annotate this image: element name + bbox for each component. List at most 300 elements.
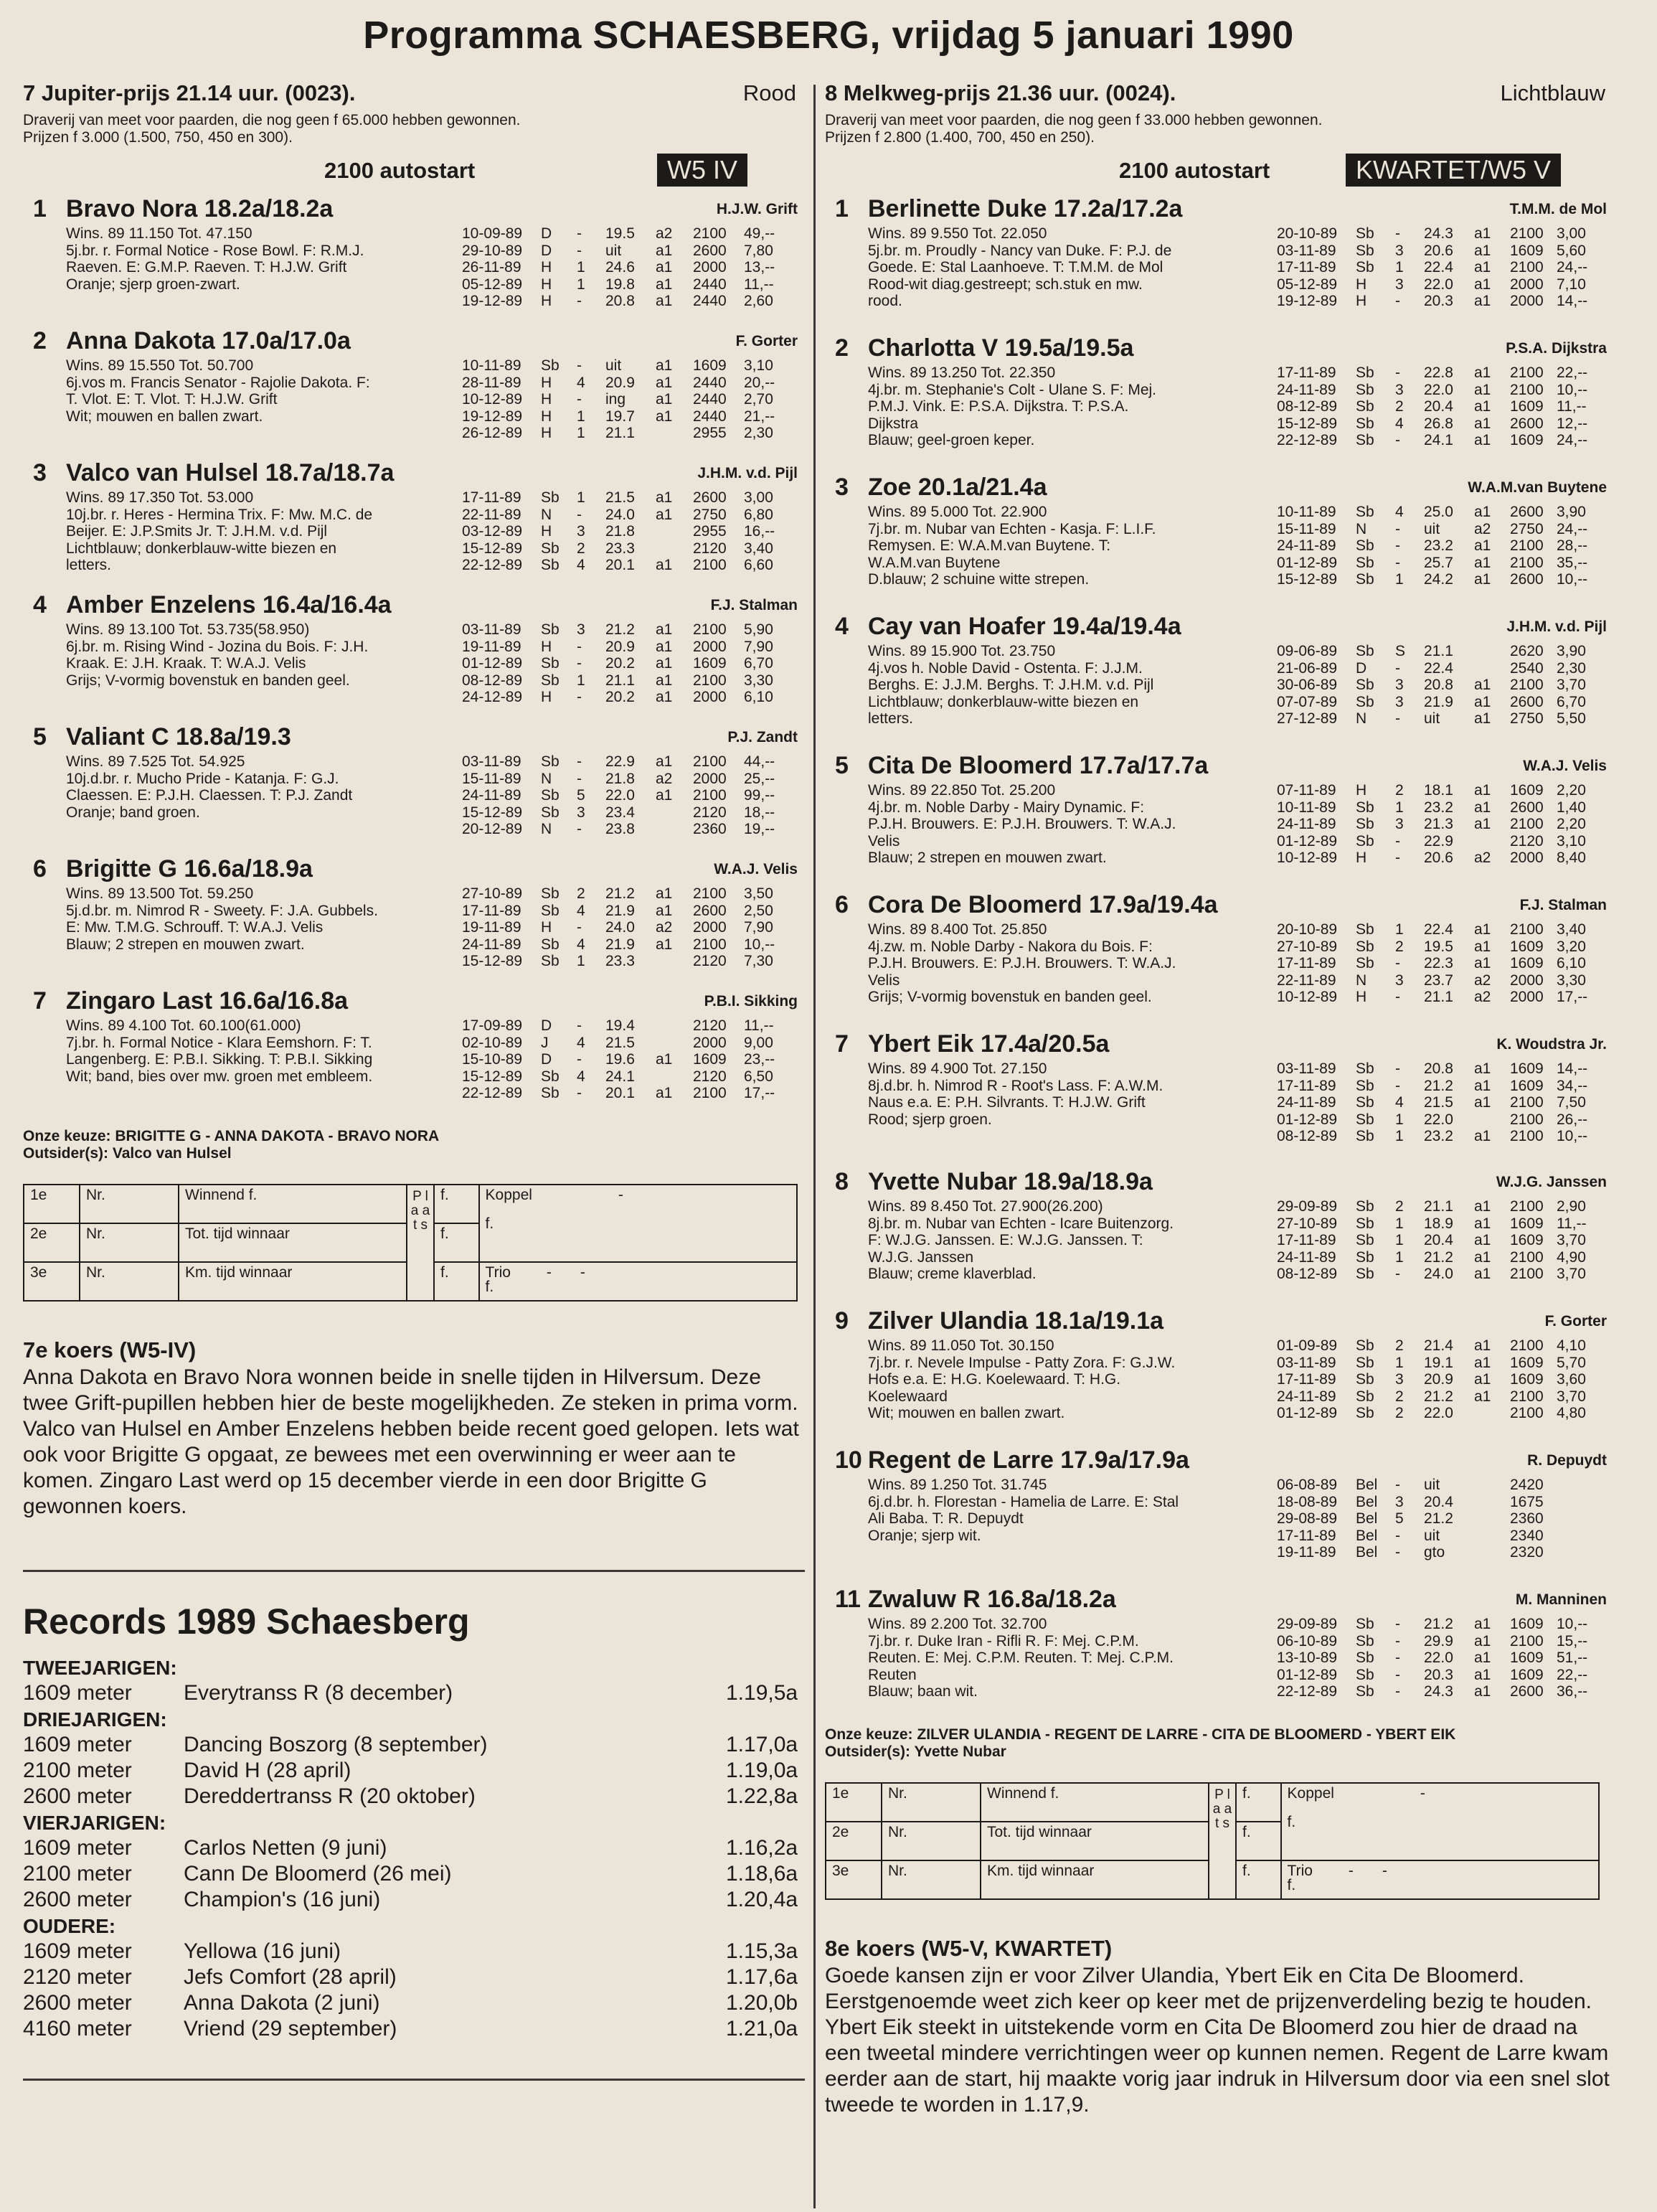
run-time: 26.8 — [1424, 415, 1453, 432]
run-time: 21.3 — [1424, 816, 1453, 833]
form-row — [1277, 1633, 1607, 1650]
horse-info-line: 7j.br. m. Nubar van Echten - Kasja. F: L.I.F. — [868, 520, 1156, 537]
bet-type-badge: W5 IV — [657, 154, 747, 187]
run-odds: 25,-- — [744, 770, 775, 787]
horse-info-line: Wins. 89 8.450 Tot. 27.900(26.200) — [868, 1198, 1103, 1215]
horse-name: Valiant C 18.8a/19.3 — [66, 723, 291, 750]
form-row — [1277, 1683, 1607, 1700]
form-row — [1277, 782, 1607, 799]
run-distance: 2750 — [1510, 710, 1544, 728]
run-time: 21.2 — [1424, 1510, 1453, 1528]
run-track: Sb — [1356, 1077, 1374, 1094]
form-row — [1277, 225, 1607, 243]
run-time: 23.2 — [1424, 799, 1453, 816]
horse-info — [66, 225, 364, 293]
run-distance: 2750 — [693, 506, 727, 523]
column-divider — [813, 85, 816, 2208]
run-time: 21.9 — [605, 936, 635, 953]
run-distance: 2100 — [693, 787, 727, 804]
horse-form — [1277, 1616, 1607, 1700]
run-odds: 3,00 — [1557, 225, 1586, 242]
run-date: 06-08-89 — [1277, 1477, 1338, 1493]
horse-info-line: Wins. 89 4.100 Tot. 60.100(61.000) — [66, 1017, 301, 1034]
run-odds: 14,-- — [1557, 1060, 1588, 1077]
run-track: Sb — [1356, 1371, 1374, 1388]
form-row — [1277, 1371, 1607, 1388]
run-date: 17-11-89 — [1277, 1232, 1336, 1249]
form-row — [1277, 938, 1607, 956]
form-row — [1277, 259, 1607, 276]
horse-name: Regent de Larre 17.9a/17.9a — [868, 1446, 1189, 1474]
run-place: 1 — [577, 425, 585, 442]
run-time: 18.9 — [1424, 1215, 1453, 1232]
run-date: 17-11-89 — [462, 489, 521, 506]
form-row — [1277, 694, 1607, 711]
run-odds: 7,30 — [744, 953, 773, 970]
conditions-line: Draverij van meet voor paarden, die nog geen f 33.000 hebben gewonnen. — [825, 112, 1323, 128]
form-row — [462, 243, 805, 260]
horse-entry — [825, 334, 1614, 471]
run-start: a1 — [1474, 1632, 1491, 1649]
run-time: 21.2 — [1424, 1248, 1453, 1266]
run-time: 21.8 — [605, 523, 635, 540]
horse-info-line: 7j.br. h. Formal Notice - Klara Eemshorn. F: T. — [66, 1034, 372, 1051]
run-date: 22-12-89 — [462, 557, 523, 574]
horse-info-line: Wins. 89 11.150 Tot. 47.150 — [66, 225, 252, 242]
race-8-column — [825, 80, 1614, 2118]
record-distance: 1609 meter — [23, 1836, 132, 1860]
horse-entry — [23, 591, 805, 720]
run-track: Sb — [1356, 504, 1374, 520]
run-place: 1 — [1395, 1111, 1404, 1128]
run-place: 1 — [577, 489, 585, 506]
run-time: gto — [1424, 1544, 1445, 1561]
run-place: - — [577, 357, 582, 374]
run-distance: 1609 — [1510, 955, 1544, 972]
run-time: 21.2 — [605, 885, 635, 902]
run-distance: 2120 — [693, 1017, 727, 1034]
run-time: 25.0 — [1424, 504, 1453, 520]
form-row — [462, 293, 805, 310]
result-nr: Nr. — [80, 1223, 179, 1262]
horse-info-line: T. Vlot. E: T. Vlot. T: H.J.W. Grift — [66, 391, 278, 408]
run-time: 19.5 — [1424, 938, 1453, 955]
run-place: 3 — [1395, 276, 1404, 293]
run-distance: 2440 — [693, 391, 727, 408]
run-track: Sb — [1356, 398, 1374, 415]
plaats-label: P l a a t s — [407, 1185, 434, 1301]
run-distance: 2100 — [1510, 677, 1544, 694]
run-time: 21.4 — [1424, 1337, 1453, 1354]
run-track: Bel — [1356, 1477, 1378, 1493]
run-odds: 16,-- — [744, 523, 775, 540]
run-odds: 11,-- — [1557, 1215, 1587, 1232]
run-time: 19.8 — [605, 276, 635, 293]
run-date: 20-10-89 — [1277, 225, 1338, 242]
form-row — [1277, 1215, 1607, 1233]
run-time: 22.4 — [1424, 259, 1453, 276]
horse-info-line: Ali Baba. T: R. Depuydt — [868, 1510, 1024, 1528]
record-horse: Anna Dakota (2 juni) — [184, 1991, 380, 2015]
run-date: 15-10-89 — [462, 1051, 523, 1068]
form-row — [462, 936, 805, 954]
outsider-line: Outsider(s): Valco van Hulsel — [23, 1145, 232, 1162]
trio-dash: - — [1348, 1863, 1354, 1879]
horse-number: 6 — [835, 891, 849, 918]
run-place: S — [1395, 643, 1406, 659]
horse-entry — [23, 327, 805, 456]
horse-trainer: J.H.M. v.d. Pijl — [697, 465, 798, 481]
run-start: a1 — [1474, 432, 1491, 449]
run-odds: 5,70 — [1557, 1354, 1586, 1371]
run-track: Sb — [1356, 1266, 1374, 1283]
run-distance: 2100 — [1510, 259, 1544, 276]
form-row — [1277, 293, 1607, 310]
run-track: D — [541, 1017, 552, 1034]
run-track: Sb — [1356, 259, 1374, 276]
run-place: - — [1395, 1683, 1400, 1700]
run-time: 21.2 — [1424, 1616, 1453, 1632]
run-track: Sb — [1356, 1649, 1374, 1667]
form-row — [462, 953, 805, 970]
horse-info-line: Reuten. E: Mej. C.P.M. Reuten. T: Mej. C.P.M. — [868, 1649, 1174, 1667]
our-choice — [23, 1128, 805, 1162]
run-odds: 6,10 — [1557, 955, 1586, 972]
horse-info-line: 8j.br. m. Nubar van Echten - Icare Buitenzorg. — [868, 1215, 1174, 1232]
run-time: uit — [1424, 1527, 1440, 1544]
run-start: a1 — [1474, 259, 1491, 276]
run-distance: 2100 — [693, 621, 727, 638]
horse-number: 8 — [835, 1168, 849, 1195]
run-track: N — [541, 770, 552, 787]
run-odds: 5,50 — [1557, 710, 1586, 728]
run-time: 20.4 — [1424, 398, 1453, 415]
race-header — [825, 80, 1614, 109]
trio-amount: f. — [1287, 1877, 1296, 1893]
run-distance: 2600 — [1510, 799, 1544, 816]
run-track: Sb — [1356, 364, 1374, 381]
horse-info-line: Blauw; 2 strepen en mouwen zwart. — [868, 849, 1107, 867]
run-odds: 3,10 — [744, 357, 773, 374]
horse-info-line: 6j.br. m. Rising Wind - Jozina du Bois. F: J.H. — [66, 638, 369, 655]
run-track: Sb — [541, 621, 560, 638]
run-odds: 3,90 — [1557, 504, 1586, 520]
analysis-title: 7e koers (W5-IV) — [23, 1337, 197, 1363]
run-place: - — [577, 1051, 582, 1068]
form-row — [1277, 537, 1607, 555]
run-date: 03-11-89 — [1277, 1354, 1336, 1371]
run-distance: 2750 — [1510, 520, 1544, 537]
run-time: 22.8 — [1424, 364, 1453, 381]
horse-trainer: F.J. Stalman — [710, 597, 798, 613]
run-track: N — [1356, 520, 1367, 537]
run-start: a1 — [1474, 1354, 1491, 1371]
analysis-text: Goede kansen zijn er voor Zilver Ulandia, Ybert Eik en Cita De Bloomerd. Eerstgenoemde weet zich keer op keer met de prijzenverdeling bezig te houden. Ybert Eik steekt in uitstekende vorm en Cita De Bloomerd zou hier de draad na een tweetal mindere verrichtingen weer op kunnen nemen. Regent de Larre kwam eerder aan de start, hij maakte vorig jaar indruk in Hilversum door via een snel slot tweede te worden in 1.17,9. — [825, 1964, 1610, 2117]
run-distance: 2360 — [693, 821, 727, 838]
run-track: Sb — [1356, 677, 1374, 694]
run-time: 24.6 — [605, 259, 635, 276]
form-row — [1277, 660, 1607, 677]
run-distance: 2100 — [1510, 1632, 1544, 1649]
run-distance: 2100 — [1510, 1266, 1544, 1283]
run-place: 2 — [577, 885, 585, 902]
horse-info-line: letters. — [868, 710, 914, 728]
bottom-rule — [23, 2079, 805, 2081]
record-time: 1.20,0b — [726, 1991, 798, 2015]
form-row — [1277, 1667, 1607, 1684]
run-odds: 2,20 — [1557, 782, 1586, 799]
run-track: Sb — [1356, 1248, 1374, 1266]
run-time: 23.2 — [1424, 537, 1453, 555]
record-row — [23, 1759, 805, 1784]
run-time: 22.4 — [1424, 659, 1453, 677]
horse-name: Yvette Nubar 18.9a/18.9a — [868, 1168, 1153, 1195]
form-row — [462, 523, 805, 540]
run-odds: 6,80 — [744, 506, 773, 523]
run-start: a1 — [1474, 1094, 1491, 1111]
koppel-amount: f. — [485, 1215, 494, 1232]
record-horse: Yellowa (16 juni) — [184, 1939, 341, 1963]
horse-info-line: Goede. E: Stal Laanhoeve. T: T.M.M. de Mol — [868, 259, 1163, 276]
horse-info-line: Oranje; sjerp groen-zwart. — [66, 276, 240, 293]
horse-name: Zoe 20.1a/21.4a — [868, 474, 1047, 501]
run-time: 21.2 — [605, 621, 635, 638]
run-distance: 1609 — [1510, 1666, 1544, 1683]
run-odds: 3,50 — [744, 885, 773, 902]
run-odds: 24,-- — [1557, 259, 1588, 276]
horse-entry — [825, 1446, 1614, 1583]
run-distance: 1609 — [1510, 1354, 1544, 1371]
horse-entry — [825, 1586, 1614, 1719]
run-time: 22.3 — [1424, 955, 1453, 972]
run-track: Bel — [1356, 1527, 1378, 1544]
horse-info — [66, 621, 368, 689]
run-distance: 1609 — [1510, 1232, 1544, 1249]
run-odds: 2,60 — [744, 293, 773, 310]
run-odds: 3,70 — [1557, 677, 1586, 694]
run-date: 08-12-89 — [1277, 1266, 1338, 1283]
trio-cell — [1281, 1860, 1599, 1899]
horse-info-line: Kraak. E: J.H. Kraak. T: W.A.J. Velis — [66, 655, 306, 672]
run-track: Sb — [541, 1085, 560, 1102]
run-time: 29.9 — [1424, 1632, 1453, 1649]
run-time: 20.6 — [1424, 242, 1453, 259]
run-odds: 1,40 — [1557, 799, 1586, 816]
record-distance: 2600 meter — [23, 1784, 132, 1808]
records-title: Records 1989 Schaesberg — [23, 1601, 470, 1642]
trio-dash: - — [546, 1264, 552, 1281]
record-distance: 2100 meter — [23, 1759, 132, 1782]
result-table — [23, 1184, 798, 1302]
run-track: Sb — [1356, 1111, 1374, 1128]
form-row — [1277, 1388, 1607, 1406]
run-place: - — [1395, 364, 1400, 381]
result-nr: Nr. — [80, 1262, 179, 1301]
run-place: - — [1395, 1632, 1400, 1649]
run-distance: 1609 — [1510, 782, 1544, 799]
run-start: a1 — [1474, 398, 1491, 415]
run-distance: 2100 — [1510, 1405, 1544, 1422]
run-place: - — [577, 821, 582, 838]
horse-info-line: Remysen. E: W.A.M.van Buytene. T: — [868, 537, 1111, 555]
run-time: 19.7 — [605, 408, 635, 425]
run-track: H — [541, 293, 552, 310]
run-place: 1 — [1395, 1354, 1404, 1371]
run-time: 20.1 — [605, 1085, 635, 1102]
run-track: Sb — [1356, 381, 1374, 398]
run-start: a1 — [1474, 242, 1491, 259]
form-row — [1277, 1232, 1607, 1249]
run-distance: 2000 — [693, 1034, 727, 1051]
horse-info-line: Lichtblauw; donkerblauw-witte biezen en — [868, 693, 1139, 710]
record-horse: Champion's (16 juni) — [184, 1888, 381, 1911]
run-date: 27-12-89 — [1277, 710, 1338, 728]
race-name: 8 Melkweg-prijs 21.36 uur. (0024). — [825, 80, 1176, 105]
run-date: 24-11-89 — [1277, 816, 1336, 833]
run-odds: 36,-- — [1557, 1683, 1588, 1700]
run-place: 1 — [1395, 1248, 1404, 1266]
run-time: 20.8 — [1424, 677, 1453, 694]
horse-info-line: Reuten — [868, 1666, 917, 1683]
run-odds: 12,-- — [1557, 415, 1588, 432]
horse-form — [1277, 504, 1607, 588]
run-odds: 4,90 — [1557, 1248, 1586, 1266]
horse-info-line: Wins. 89 11.050 Tot. 30.150 — [868, 1337, 1054, 1354]
horse-entry — [825, 613, 1614, 749]
run-odds: 7,90 — [744, 638, 773, 655]
run-distance: 2000 — [693, 259, 727, 276]
run-track: Sb — [1356, 1683, 1374, 1700]
run-distance: 2100 — [1510, 1094, 1544, 1111]
horse-info-line: Velis — [868, 832, 900, 849]
form-row — [462, 885, 805, 903]
run-track: Sb — [1356, 799, 1374, 816]
horse-number: 6 — [33, 855, 47, 883]
run-odds: 17,-- — [744, 1085, 775, 1102]
run-place: - — [1395, 520, 1400, 537]
section-gap — [23, 1520, 805, 1570]
run-track: Sb — [1356, 415, 1374, 432]
form-row — [1277, 1544, 1607, 1561]
run-odds: 10,-- — [1557, 1128, 1588, 1145]
horse-entry — [825, 195, 1614, 331]
run-date: 08-12-89 — [462, 672, 523, 689]
horse-entry — [825, 1307, 1614, 1444]
form-row — [1277, 382, 1607, 399]
conditions-line: Prijzen f 3.000 (1.500, 750, 450 en 300). — [23, 129, 293, 146]
horse-name: Berlinette Duke 17.2a/17.2a — [868, 195, 1183, 222]
horse-entry — [23, 459, 805, 588]
run-date: 05-12-89 — [462, 276, 523, 293]
horse-info-line: Wins. 89 8.400 Tot. 25.850 — [868, 921, 1047, 938]
form-row — [462, 903, 805, 920]
run-time: 24.0 — [605, 506, 635, 523]
horse-info-line: Wins. 89 15.900 Tot. 23.750 — [868, 643, 1056, 659]
horse-info-line: Oranje; band groen. — [66, 804, 200, 821]
horse-number: 9 — [835, 1307, 849, 1335]
run-time: 18.1 — [1424, 782, 1453, 799]
run-odds: 4,10 — [1557, 1337, 1586, 1354]
run-place: 4 — [577, 557, 585, 574]
horse-info-line: Hofs e.a. E: H.G. Koelewaard. T: H.G. — [868, 1371, 1121, 1388]
record-distance: 2600 meter — [23, 1991, 132, 2015]
run-place: 4 — [577, 374, 585, 391]
run-odds: 3,70 — [1557, 1388, 1586, 1405]
horse-trainer: R. Depuydt — [1527, 1452, 1607, 1469]
run-time: 20.8 — [1424, 1060, 1453, 1077]
run-start: a1 — [656, 293, 673, 310]
run-track: H — [1356, 276, 1367, 293]
result-amount: f. — [1236, 1860, 1281, 1899]
run-start: a1 — [1474, 799, 1491, 816]
run-date: 24-11-89 — [1277, 537, 1336, 555]
record-distance: 1609 meter — [23, 1733, 132, 1756]
horse-form — [462, 1017, 805, 1102]
result-position: 2e — [24, 1223, 80, 1262]
run-date: 24-11-89 — [1277, 381, 1336, 398]
run-start: a1 — [656, 557, 673, 574]
form-row — [462, 225, 805, 243]
run-time: 22.9 — [1424, 832, 1453, 849]
run-time: 20.3 — [1424, 293, 1453, 310]
run-distance: 2600 — [1510, 571, 1544, 588]
record-distance: 2120 meter — [23, 1965, 132, 1989]
run-track: H — [541, 425, 552, 442]
run-place: 3 — [1395, 1371, 1404, 1388]
run-distance: 2340 — [1510, 1527, 1544, 1544]
run-place: - — [577, 242, 582, 259]
run-distance: 2120 — [693, 953, 727, 970]
run-date: 01-12-89 — [1277, 832, 1338, 849]
run-date: 24-11-89 — [1277, 1388, 1336, 1405]
result-field: Km. tijd winnaar — [179, 1262, 407, 1301]
horse-info-line: Velis — [868, 971, 900, 989]
run-time: 20.3 — [1424, 1666, 1453, 1683]
run-start: a1 — [656, 242, 673, 259]
run-date: 19-12-89 — [1277, 293, 1338, 310]
run-place: - — [1395, 849, 1400, 867]
run-date: 15-12-89 — [1277, 571, 1338, 588]
run-start: a1 — [1474, 225, 1491, 242]
run-distance: 2100 — [1510, 1111, 1544, 1128]
run-date: 29-09-89 — [1277, 1616, 1338, 1632]
horse-info — [868, 782, 1176, 867]
horse-info — [868, 1616, 1174, 1700]
form-row — [1277, 849, 1607, 867]
horse-name: Ybert Eik 17.4a/20.5a — [868, 1030, 1110, 1058]
run-date: 28-11-89 — [462, 374, 521, 391]
run-track: H — [541, 408, 552, 425]
run-distance: 2120 — [693, 804, 727, 821]
run-place: - — [577, 655, 582, 672]
run-odds: 24,-- — [1557, 520, 1588, 537]
horse-form — [1277, 225, 1607, 310]
run-start: a1 — [1474, 1666, 1491, 1683]
horse-form — [462, 885, 805, 970]
form-row — [1277, 521, 1607, 538]
horse-info — [66, 885, 378, 953]
run-date: 10-09-89 — [462, 225, 523, 242]
horse-info-line: 6j.d.br. h. Florestan - Hamelia de Larre. E: Stal — [868, 1493, 1179, 1510]
run-date: 20-12-89 — [462, 821, 523, 838]
run-place: 3 — [1395, 242, 1404, 259]
run-date: 30-06-89 — [1277, 677, 1338, 694]
run-time: 25.7 — [1424, 554, 1453, 571]
horse-info-line: 10j.d.br. r. Mucho Pride - Katanja. F: G.J. — [66, 770, 339, 787]
run-date: 29-08-89 — [1277, 1510, 1338, 1528]
run-track: J — [541, 1034, 549, 1051]
run-place: - — [1395, 1527, 1400, 1544]
